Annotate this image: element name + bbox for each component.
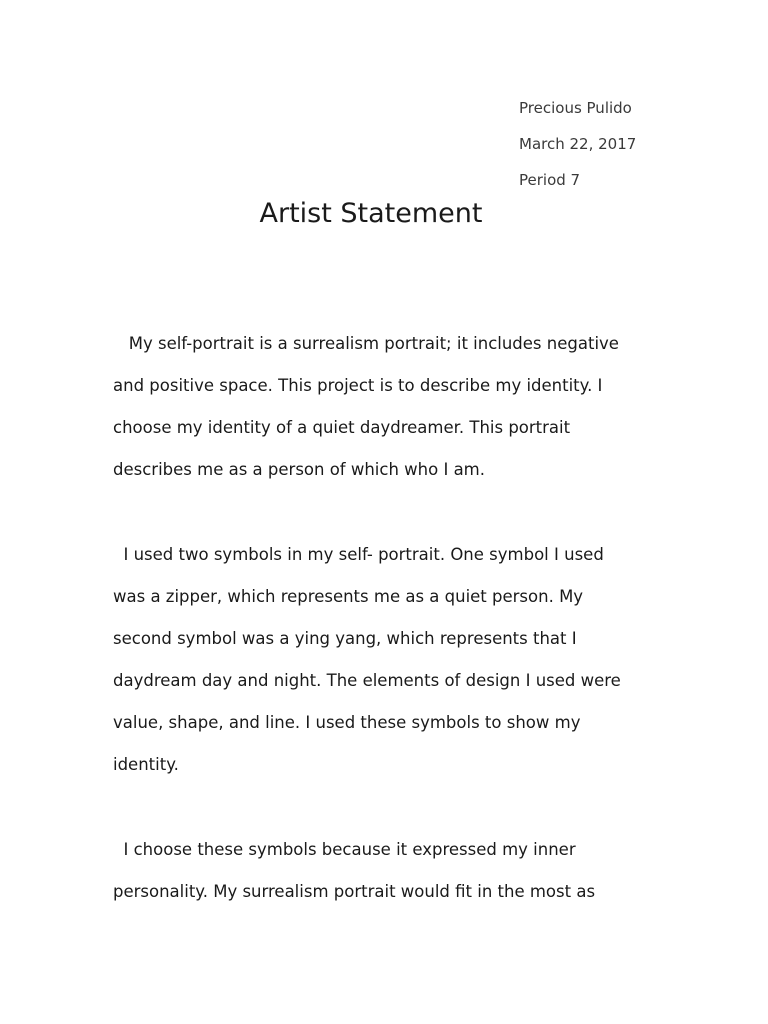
paragraph-line: value, shape, and line. I used these symbols to show my [113,713,581,732]
paragraph-line: identity. [113,755,179,774]
document-date: March 22, 2017 [519,135,637,153]
document-title: Artist Statement [259,198,483,229]
paragraph-line: was a zipper, which represents me as a quiet person. My [113,587,584,606]
document-header [519,90,636,198]
paragraph-2 [113,534,673,786]
author-name: Precious Pulido [519,99,632,117]
paragraph-line: choose my identity of a quiet daydreamer. This portrait [113,418,571,437]
paragraph-1 [113,323,673,491]
paragraph-line: second symbol was a ying yang, which represents that I [113,629,577,648]
paragraph-line: describes me as a person of which who I am. [113,460,485,479]
paragraph-line: I used two symbols in my self- portrait. One symbol I used [113,545,604,564]
paragraph-line: personality. My surrealism portrait would fit in the most as [113,882,596,901]
paragraph-line: I choose these symbols because it expressed my inner [113,840,576,859]
paragraph-line: daydream day and night. The elements of design I used were [113,671,621,690]
class-period: Period 7 [519,171,581,189]
paragraph-line: and positive space. This project is to describe my identity. I [113,376,603,395]
paragraph-3 [113,829,673,913]
paragraph-line: My self-portrait is a surrealism portrait; it includes negative [113,334,619,353]
